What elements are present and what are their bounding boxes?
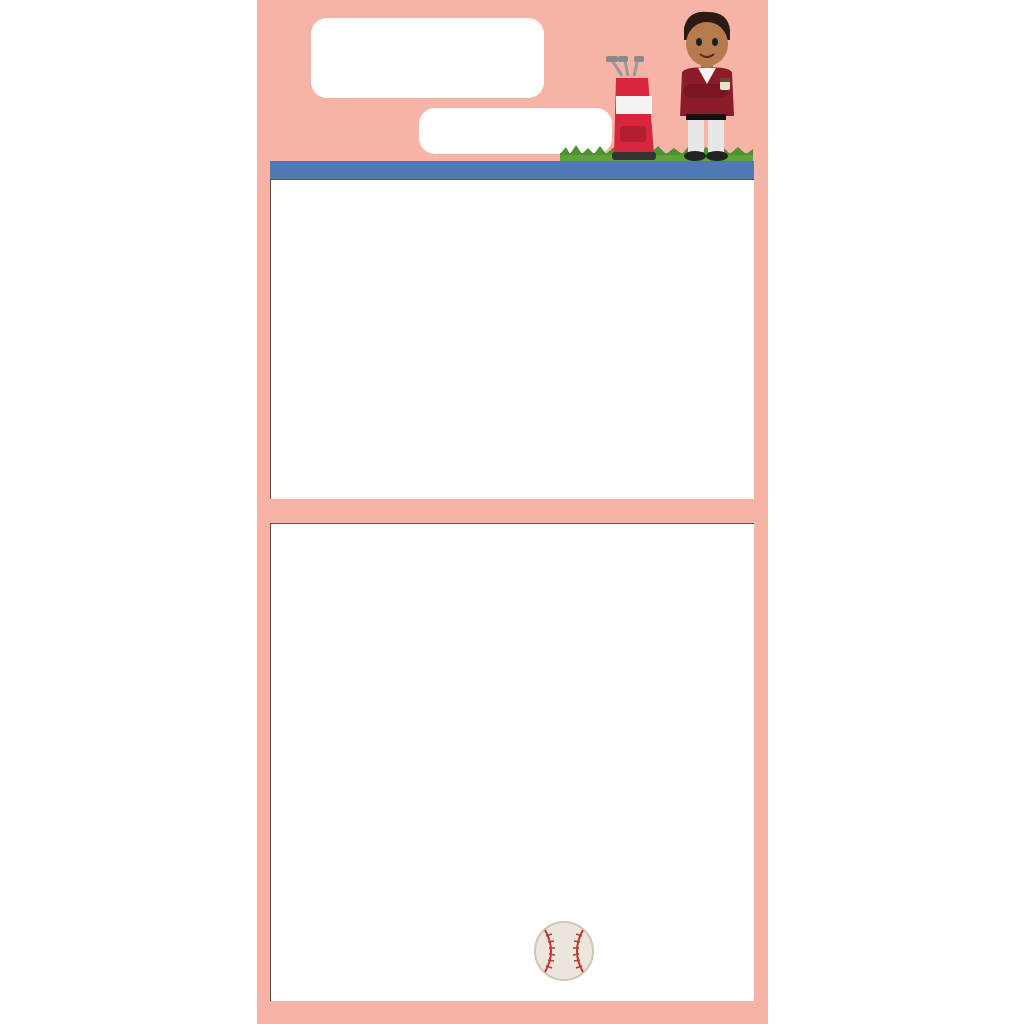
weekday-header <box>270 161 754 179</box>
weekday-thursday <box>547 161 616 179</box>
golf-bag-icon <box>600 56 670 166</box>
weekday-saturday <box>685 161 754 179</box>
weekday-sunday <box>270 161 339 179</box>
baseball-icon <box>533 920 595 982</box>
calendar-grid-bottom <box>270 523 754 1001</box>
weekday-tuesday <box>408 161 477 179</box>
weekday-monday <box>339 161 408 179</box>
character-illustration <box>668 10 744 162</box>
weekday-friday <box>616 161 685 179</box>
joke-bubble-top <box>311 18 544 98</box>
weekday-wednesday <box>477 161 546 179</box>
calendar-grid-top <box>270 179 754 499</box>
